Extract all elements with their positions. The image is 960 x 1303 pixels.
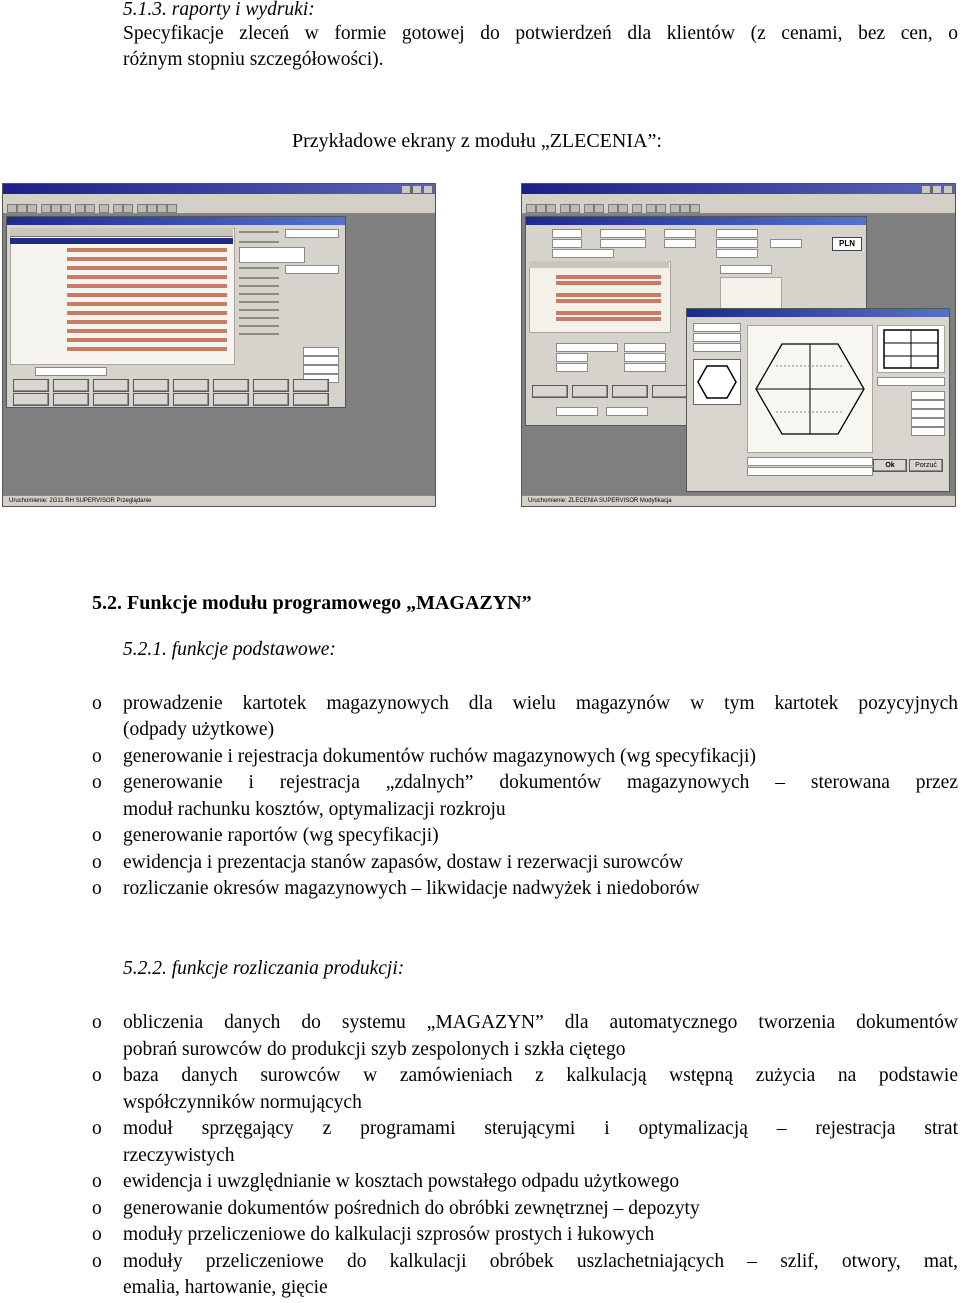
shape-dialog: [686, 308, 950, 492]
currency-field[interactable]: PLN: [832, 237, 862, 251]
hexagon-icon: [694, 360, 740, 404]
bullet-marker: o: [92, 1065, 102, 1086]
list-item: moduł sprzęgający z programami sterującymi i optymalizacją – rejestracja strat: [123, 1118, 958, 1139]
list-item: generowanie i rejestracja „zdalnych” dokumentów magazynowych – sterowana przez: [123, 772, 958, 793]
list-item: moduły przeliczeniowe do kalkulacji obróbek uszlachetniających – szlif, otwory, mat,: [123, 1251, 958, 1272]
section-513-line-2: różnym stopniu szczegółowości).: [123, 49, 384, 70]
shape-preview-icon: [748, 326, 872, 452]
bullet-marker: o: [92, 825, 102, 846]
list-item: ewidencja i uwzględnianie w kosztach powstałego odpadu użytkowego: [123, 1171, 680, 1192]
list-item: generowanie dokumentów pośrednich do obróbki zewnętrznej – depozyty: [123, 1198, 700, 1219]
section-heading-522: 5.2.2. funkcje rozliczania produkcji:: [123, 958, 405, 979]
bullet-marker: o: [92, 1171, 102, 1192]
orders-panel: [6, 216, 346, 408]
statusbar: Uruchomienie: 2G11 RH SUPERVISOR Przeglądanie: [3, 495, 435, 506]
bullet-marker: o: [92, 746, 102, 767]
list-item: generowanie raportów (wg specyfikacji): [123, 825, 439, 846]
toolbar: [3, 202, 435, 214]
list-item-cont: emalia, hartowanie, gięcie: [123, 1277, 328, 1298]
section-heading-521: 5.2.1. funkcje podstawowe:: [123, 639, 336, 660]
bullet-marker: o: [92, 1198, 102, 1219]
list-item: prowadzenie kartotek magazynowych dla wielu magazynów w tym kartotek pozycyjnych: [123, 693, 958, 714]
list-item: obliczenia danych do systemu „MAGAZYN” dla automatycznego tworzenia dokumentów: [123, 1012, 958, 1033]
list-item: ewidencja i prezentacja stanów zapasów, dostaw i rezerwacji surowców: [123, 852, 684, 873]
screenshot-zlecenia-edit: [521, 183, 956, 507]
bullet-marker: o: [92, 772, 102, 793]
list-item: baza danych surowców w zamówieniach z kalkulacją wstępną zużycia na podstawie: [123, 1065, 958, 1086]
section-heading-513: 5.1.3. raporty i wydruki:: [123, 0, 315, 20]
list-item-cont: (odpady użytkowe): [123, 719, 275, 740]
list-item: rozliczanie okresów magazynowych – likwidacje nadwyżek i niedoborów: [123, 878, 700, 899]
list-item-cont: współczynników normujących: [123, 1092, 362, 1113]
ok-button[interactable]: Ok: [873, 459, 907, 472]
list-item-cont: moduł rachunku kosztów, optymalizacji rozkroju: [123, 799, 506, 820]
bullet-marker: o: [92, 1224, 102, 1245]
bullet-marker: o: [92, 1012, 102, 1033]
bullet-marker: o: [92, 878, 102, 899]
grid-preview-icon: [878, 326, 944, 372]
bullet-marker: o: [92, 1118, 102, 1139]
window-titlebar: [522, 184, 955, 194]
statusbar: Uruchomienie: ZLECENIA SUPERVISOR Modyfikacja: [522, 495, 955, 506]
bullet-marker: o: [92, 693, 102, 714]
items-table[interactable]: [529, 261, 671, 333]
list-item-cont: pobrań surowców do produkcji szyb zespolonych i szkła ciętego: [123, 1039, 626, 1060]
list-item: moduły przeliczeniowe do kalkulacji szprosów prostych i łukowych: [123, 1224, 655, 1245]
menu-bar: [3, 194, 435, 202]
screenshot-zlecenia-list: [2, 183, 436, 507]
menu-bar: [522, 194, 955, 202]
cancel-button[interactable]: Porzuć: [909, 459, 943, 472]
list-item-cont: rzeczywistych: [123, 1145, 235, 1166]
window-titlebar: [3, 184, 435, 194]
examples-caption: Przykładowe ekrany z modułu „ZLECENIA”:: [292, 130, 662, 152]
section-heading-52: 5.2. Funkcje modułu programowego „MAGAZYN”: [92, 592, 532, 614]
bullet-marker: o: [92, 1251, 102, 1272]
section-513-line-1: Specyfikacje zleceń w formie gotowej do potwierdzeń dla klientów (z cenami, bez cen, o: [123, 23, 958, 44]
list-item: generowanie i rejestracja dokumentów ruchów magazynowych (wg specyfikacji): [123, 746, 756, 767]
toolbar: [522, 202, 955, 214]
bullet-marker: o: [92, 852, 102, 873]
